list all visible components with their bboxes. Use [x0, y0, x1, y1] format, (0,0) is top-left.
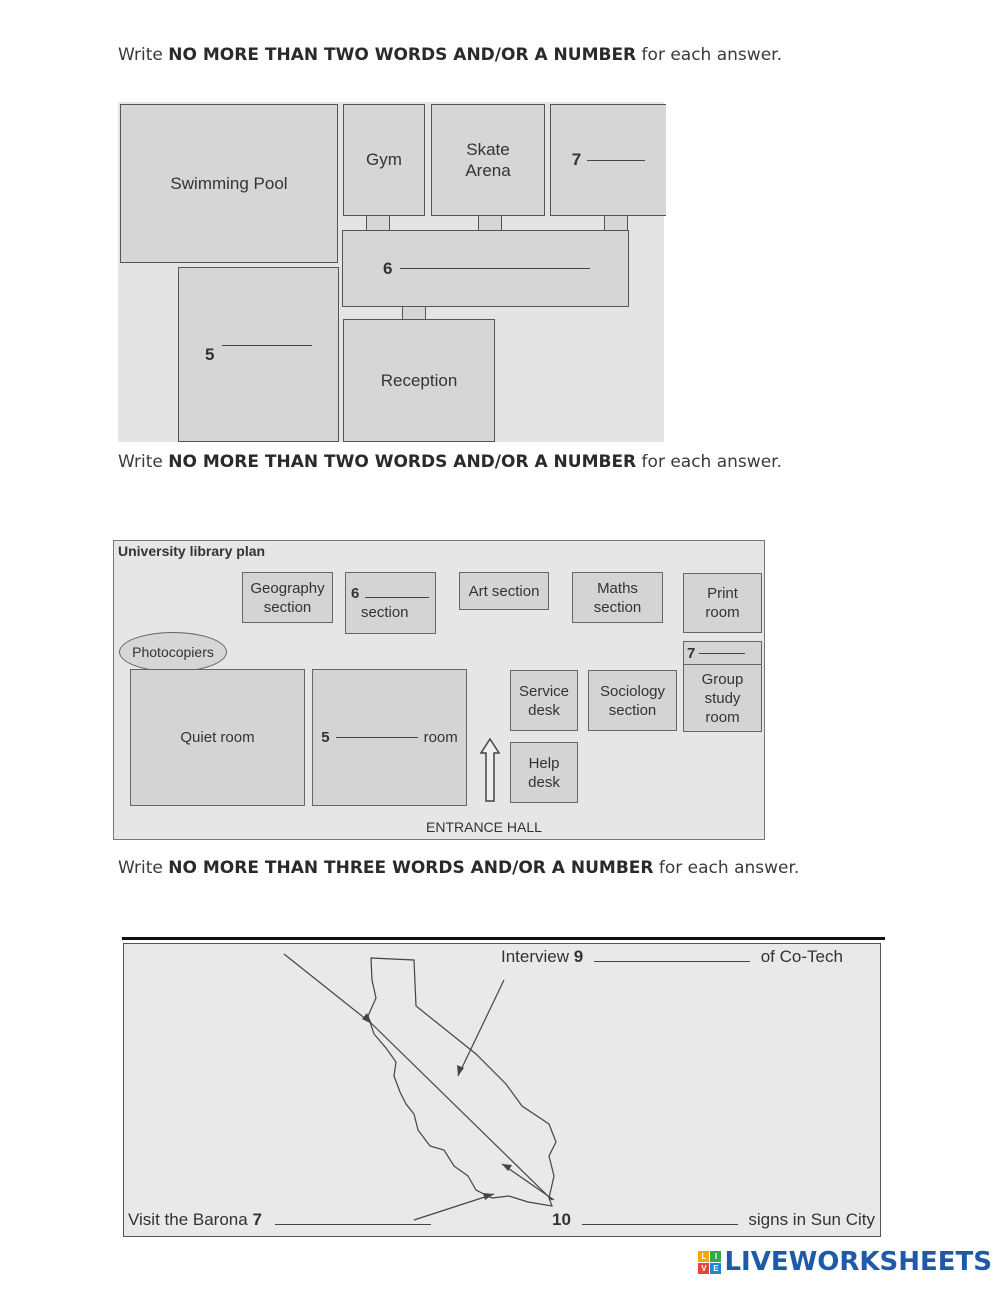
- question-number: 6: [351, 585, 360, 602]
- room-5: [178, 267, 339, 442]
- skate-arena-room: [431, 104, 545, 216]
- print-room: [683, 573, 762, 633]
- question-number: 6: [383, 258, 393, 278]
- label-text: signs in Sun City: [748, 1210, 876, 1229]
- room-label: Gym: [366, 150, 402, 169]
- instruction-text: Write: [118, 858, 169, 878]
- logo-letter: V: [698, 1263, 709, 1274]
- question-number: 5: [321, 729, 330, 746]
- question-number: 5: [205, 345, 215, 364]
- photocopiers-area: [119, 632, 227, 672]
- instruction-text: for each answer.: [636, 45, 782, 65]
- help-desk: [510, 742, 578, 803]
- room-label: section: [361, 604, 409, 621]
- answer-blank-9[interactable]: [594, 961, 750, 962]
- room-label: Group: [701, 670, 744, 688]
- section-6: [345, 572, 436, 634]
- room-5: [312, 669, 467, 806]
- quiet-room: [130, 669, 305, 806]
- visit-label: [128, 1210, 431, 1230]
- group-study-room: [683, 664, 762, 732]
- label-text: of Co-Tech: [760, 947, 843, 966]
- logo-letter: I: [710, 1251, 721, 1262]
- logo-text: LIVEWORKSHEETS: [724, 1247, 992, 1277]
- room-label: Skate: [466, 140, 510, 159]
- room-label: Reception: [380, 370, 458, 390]
- room-label: Arena: [465, 161, 511, 180]
- room-label: section: [263, 598, 312, 616]
- sports-centre-plan: [118, 102, 664, 442]
- answer-blank-7[interactable]: [587, 160, 645, 161]
- california-outline-map: [124, 944, 880, 1236]
- room-label: Print: [707, 585, 738, 602]
- service-desk: [510, 670, 578, 731]
- room-label: Geography: [250, 579, 325, 597]
- instruction-text: for each answer.: [653, 858, 800, 878]
- room-label: Service: [518, 682, 570, 700]
- room-label: room: [705, 708, 740, 726]
- room-label: desk: [528, 773, 560, 791]
- answer-blank-7[interactable]: [275, 1224, 431, 1225]
- interview-label: [501, 947, 843, 967]
- connector: [366, 215, 390, 231]
- room-7: [683, 641, 762, 664]
- gym-room: [343, 104, 425, 216]
- question-number: 7: [252, 1210, 262, 1229]
- room-label: Maths: [597, 579, 638, 597]
- instruction-bold: NO MORE THAN THREE WORDS AND/OR A NUMBER: [168, 858, 654, 878]
- room-label: section: [593, 598, 642, 616]
- up-arrow-icon: [480, 737, 500, 803]
- connector: [604, 215, 628, 231]
- logo-icon: [698, 1251, 721, 1274]
- maths-section: [572, 572, 663, 623]
- room-label: Help: [528, 754, 560, 772]
- label-text: Interview: [501, 947, 570, 966]
- instruction-bold: NO MORE THAN TWO WORDS AND/OR A NUMBER: [168, 45, 637, 65]
- instruction-bold: NO MORE THAN TWO WORDS AND/OR A NUMBER: [168, 452, 637, 472]
- library-plan: [113, 540, 765, 840]
- sociology-section: [588, 670, 677, 731]
- instruction-2: [118, 452, 782, 472]
- signs-label: [552, 1210, 875, 1230]
- room-label: Art section: [468, 582, 540, 600]
- swimming-pool-room: [120, 104, 338, 263]
- room-label: Photocopiers: [132, 644, 214, 660]
- room-label: Quiet room: [180, 729, 255, 746]
- label-text: Visit the Barona: [128, 1210, 248, 1229]
- instruction-text: Write: [118, 45, 169, 65]
- room-label: study: [704, 689, 741, 707]
- reception-room: [343, 319, 495, 442]
- answer-blank-6[interactable]: [365, 597, 429, 598]
- question-number: 7: [571, 150, 582, 169]
- room-label: Swimming Pool: [170, 173, 288, 193]
- answer-blank-7[interactable]: [699, 653, 745, 654]
- answer-blank-6[interactable]: [400, 268, 590, 269]
- entrance-hall-label: ENTRANCE HALL: [426, 819, 542, 835]
- logo-letter: E: [710, 1263, 721, 1274]
- map-top-rule: [122, 937, 885, 940]
- room-7: [550, 104, 666, 216]
- room-label: room: [423, 729, 458, 746]
- corridor-6: [342, 230, 629, 307]
- answer-blank-5[interactable]: [222, 345, 312, 346]
- instruction-3: [118, 858, 799, 878]
- geography-section: [242, 572, 333, 623]
- art-section: [459, 572, 549, 610]
- instruction-1: [118, 45, 782, 65]
- connector: [478, 215, 502, 231]
- room-label: section: [608, 701, 657, 719]
- logo-letter: L: [698, 1251, 709, 1262]
- room-label: Sociology: [599, 682, 666, 700]
- instruction-text: Write: [118, 452, 169, 472]
- state-outline: [368, 958, 556, 1206]
- plan-title: University library plan: [118, 543, 266, 559]
- room-label: room: [705, 604, 740, 621]
- room-label: desk: [528, 701, 560, 719]
- answer-blank-5[interactable]: [336, 737, 418, 738]
- instruction-text: for each answer.: [636, 452, 782, 472]
- liveworksheets-logo: [698, 1247, 992, 1277]
- california-map: [123, 943, 881, 1237]
- question-number: 9: [573, 947, 584, 966]
- answer-blank-10[interactable]: [582, 1224, 738, 1225]
- question-number: 10: [552, 1210, 571, 1229]
- question-number: 7: [687, 644, 696, 662]
